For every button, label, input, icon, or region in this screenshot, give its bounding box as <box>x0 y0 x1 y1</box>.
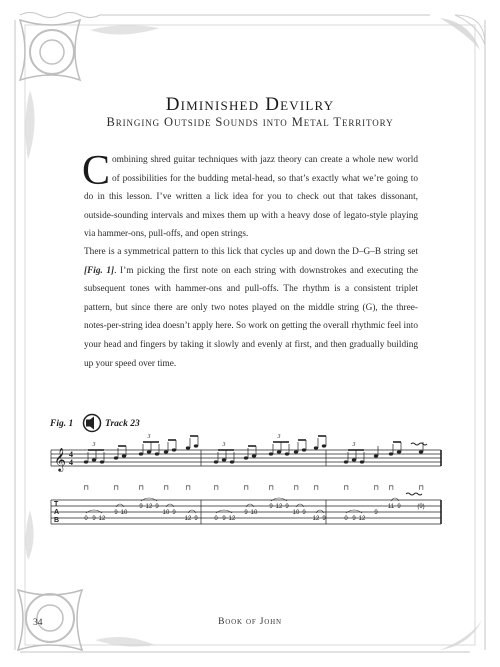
paragraph-technique-text-b: . I’m picking the first note on each string with downstrokes and executing the subsequent tones with hammer-ons and pull-offs. The rhythm is a consistent triplet pattern, but since there are only two notes played on the middle string (G), the three-notes-per-string idea doesn’t apply here. So work on getting the overall rhythmic feel into your head and fingers by taking it slowly and evenly at first, and then gradually building up your speed over time. <box>84 265 419 369</box>
triplet-mark: 3 <box>352 442 356 448</box>
triplet-mark: 3 <box>147 434 151 440</box>
downstroke-mark: ⊓ <box>163 484 169 492</box>
legato-slur <box>391 498 399 501</box>
tab-number: (9) <box>417 504 425 510</box>
note-head <box>374 454 378 457</box>
tab-number: 0 <box>344 516 348 522</box>
audio-track-icon <box>82 413 102 433</box>
legato-slur <box>316 510 324 513</box>
note-head <box>252 454 256 457</box>
tab-number: 12 <box>358 516 366 522</box>
notation-and-tab <box>46 432 446 527</box>
legato-slur <box>116 504 124 507</box>
tab-number: 9 <box>269 504 273 510</box>
legato-slur <box>271 498 287 501</box>
legato-slur <box>166 504 174 507</box>
legato-slur <box>216 510 232 513</box>
corner-flourish-top-right <box>440 15 485 50</box>
note-head <box>114 456 118 459</box>
tab-number: 10 <box>162 510 170 516</box>
corner-flourish-top-left <box>20 20 160 160</box>
downstroke-mark: ⊓ <box>313 484 319 492</box>
paragraph-technique <box>84 243 418 373</box>
triplet-mark: 3 <box>277 434 281 440</box>
note-head <box>92 458 96 461</box>
note-head <box>222 458 226 461</box>
tab-number: 9 <box>222 516 226 522</box>
tab-clef-a: A <box>54 509 60 516</box>
article-title: Diminished Devilry <box>165 94 335 115</box>
tab-numbers <box>84 504 424 522</box>
downstroke-mark: ⊓ <box>185 484 191 492</box>
triplet-mark: 3 <box>222 442 226 448</box>
tab-number: 12 <box>145 504 153 510</box>
downstroke-mark: ⊓ <box>268 484 274 492</box>
tab-number: 12 <box>98 516 106 522</box>
note-head <box>164 450 168 453</box>
paragraph-intro-text: ombining shred guitar techniques with jazz theory can create a whole new world of possibilities for the budding metal-head, so that’s exactly what we’re going to do in this lesson. I’ve written a lick idea for you to check out that takes dissonant, outside-sounding intervals and mixes them up with a heavy dose of legato-style playing via hammer-ons, pull-offs, and open strings. <box>84 155 418 240</box>
downstroke-mark: ⊓ <box>138 484 144 492</box>
note-head <box>344 460 348 463</box>
vibrato-mark-staff <box>411 443 427 445</box>
note-head <box>360 460 364 463</box>
standard-notation-notes <box>83 434 423 513</box>
note-head <box>352 458 356 461</box>
tab-number: 12 <box>184 516 192 522</box>
tab-number: 9 <box>172 510 176 516</box>
legato-slur <box>246 504 254 507</box>
article-subtitle: Bringing Outside Sounds into Metal Territory <box>106 115 394 129</box>
tab-number: 9 <box>352 516 356 522</box>
tab-number: 11 <box>387 504 395 510</box>
time-signature-top: 4 <box>69 450 73 459</box>
note-head <box>155 452 159 455</box>
note-head <box>389 452 393 455</box>
tab-number: 9 <box>285 504 289 510</box>
tab-number: 9 <box>244 510 248 516</box>
downstroke-mark: ⊓ <box>83 484 89 492</box>
tab-number: 9 <box>155 504 159 510</box>
note-head <box>100 460 104 463</box>
note-head <box>302 448 306 451</box>
note-head <box>214 460 218 463</box>
tab-number: 0 <box>214 516 218 522</box>
tab-number: 12 <box>312 516 320 522</box>
downstroke-mark: ⊓ <box>418 484 424 492</box>
note-head <box>186 446 190 449</box>
downstroke-mark: ⊓ <box>343 484 349 492</box>
tab-number: 9 <box>374 510 378 516</box>
note-head <box>139 452 143 455</box>
downstroke-mark: ⊓ <box>293 484 299 492</box>
tab-number: 9 <box>139 504 143 510</box>
downstroke-mark: ⊓ <box>388 484 394 492</box>
note-head <box>294 450 298 453</box>
legato-slur <box>188 510 196 513</box>
downstroke-mark: ⊓ <box>213 484 219 492</box>
downstroke-mark: ⊓ <box>243 484 249 492</box>
drop-cap: C <box>82 148 111 194</box>
paragraph-technique-text-a: There is a symmetrical pattern to this lick that cycles up and down the D–G–B string set <box>84 247 418 257</box>
tab-number: 12 <box>275 504 283 510</box>
note-head <box>194 444 198 447</box>
tab-number: 12 <box>228 516 236 522</box>
paragraph-intro <box>82 148 418 244</box>
tab-number: 9 <box>114 510 118 516</box>
tab-number: 10 <box>120 510 128 516</box>
tab-number: 9 <box>194 516 198 522</box>
tab-number: 9 <box>92 516 96 522</box>
note-head <box>147 450 151 453</box>
tab-number: 0 <box>84 516 88 522</box>
note-head <box>285 452 289 455</box>
tab-number: 10 <box>250 510 258 516</box>
tab-number: 10 <box>292 510 300 516</box>
figure-reference: [Fig. 1] <box>84 265 115 276</box>
note-head <box>244 456 248 459</box>
note-head <box>397 450 401 453</box>
note-head <box>122 454 126 457</box>
tab-number: 9 <box>397 504 401 510</box>
tab-number: 9 <box>302 510 306 516</box>
legato-slur <box>296 504 304 507</box>
tab-number: 9 <box>322 516 326 522</box>
note-head <box>419 450 423 453</box>
note-head <box>277 450 281 453</box>
note-head <box>172 448 176 451</box>
note-head <box>314 446 318 449</box>
note-head <box>322 444 326 447</box>
track-label: Track 23 <box>105 419 140 429</box>
note-head <box>230 460 234 463</box>
tab-clef-b: B <box>54 517 60 524</box>
figure-label: Fig. 1 <box>50 419 74 429</box>
downstroke-mark: ⊓ <box>373 484 379 492</box>
legato-slur <box>141 498 157 501</box>
downstroke-mark: ⊓ <box>113 484 119 492</box>
note-head <box>269 452 273 455</box>
time-signature-bottom: 4 <box>69 458 73 467</box>
running-footer: Book of John <box>218 617 282 627</box>
page-number: 34 <box>33 618 43 628</box>
corner-flourish-bottom-left <box>18 510 155 650</box>
legato-slur <box>346 510 362 513</box>
triplet-mark: 3 <box>92 442 96 448</box>
treble-clef: 𝄞 <box>54 447 66 471</box>
note-head <box>84 460 88 463</box>
tab-clef-t: T <box>54 501 59 508</box>
vibrato-mark-tab <box>406 493 422 495</box>
legato-slur <box>86 510 102 513</box>
